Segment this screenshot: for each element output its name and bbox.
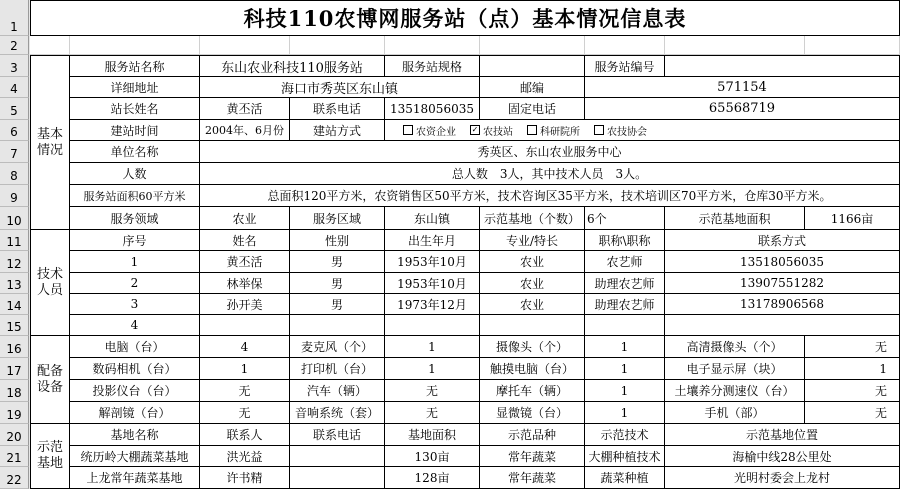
method-option-label: 科研院所 [540,126,580,138]
equip-value[interactable]: 无 [385,402,480,424]
tech-gender-cell[interactable]: 男 [290,251,385,273]
method-option[interactable] [403,123,456,138]
tech-contact-cell[interactable]: 13907551282 [665,273,900,294]
address-label[interactable]: 详细地址 [70,77,200,98]
equip-label[interactable]: 高清摄像头（个） [665,336,805,358]
row-header[interactable]: 9 [0,185,29,207]
section-basic-text: 基本情况 [36,126,63,158]
demo-count-value[interactable]: 6个 [585,207,665,230]
tech-contact-header[interactable]: 联系方式 [665,230,900,251]
phone-value[interactable]: 13518056035 [385,98,480,120]
blank-cell[interactable] [480,36,585,55]
spreadsheet [30,0,900,489]
field-value[interactable]: 农业 [200,207,290,230]
field-label[interactable]: 服务领域 [70,207,200,230]
blank-cell[interactable] [30,36,70,55]
demo-location-cell[interactable]: 海榆中线28公里处 [665,446,900,467]
equip-label[interactable]: 电子显示屏（块） [665,358,805,380]
tech-birth-cell[interactable]: 1973年12月 [385,294,480,315]
equip-value[interactable]: 无 [805,380,900,402]
equip-value[interactable]: 无 [200,380,290,402]
tech-seq-cell[interactable]: 2 [70,273,200,294]
region-value[interactable]: 东山镇 [385,207,480,230]
equip-label[interactable]: 土壤养分测速仪（台） [665,380,805,402]
station-number-label[interactable]: 服务站编号 [585,55,665,77]
equip-value[interactable]: 1 [385,336,480,358]
tech-contact-cell[interactable]: 13178906568 [665,294,900,315]
demo-contact-header[interactable]: 联系人 [200,424,290,446]
equip-value[interactable]: 4 [200,336,290,358]
tech-seq-cell[interactable]: 3 [70,294,200,315]
demo-variety-cell[interactable]: 常年蔬菜 [480,467,585,489]
equip-label[interactable]: 电脑（台） [70,336,200,358]
tech-name-cell[interactable]: 林举保 [200,273,290,294]
people-label[interactable]: 人数 [70,163,200,185]
tech-specialty-cell[interactable] [480,315,585,336]
equip-value[interactable]: 1 [805,358,900,380]
row-header[interactable]: 17 [0,358,29,380]
method-option[interactable] [594,123,647,138]
tech-title-cell[interactable] [585,315,665,336]
phone-label[interactable]: 联系电话 [290,98,385,120]
row-header[interactable]: 8 [0,163,29,185]
tech-title-header[interactable]: 职称\职称 [585,230,665,251]
area-value[interactable]: 总面积120平方米，农资销售区50平方米，技术咨询区35平方米，技术培训区70平方米，仓库30平方米。 [200,185,900,207]
equip-value[interactable]: 无 [805,336,900,358]
row-header[interactable]: 7 [0,141,29,163]
demo-base-name-header[interactable]: 基地名称 [70,424,200,446]
equip-label[interactable]: 麦克风（个） [290,336,385,358]
sheet-title[interactable]: 科技110农博网服务站（点）基本情况信息表 [30,0,900,36]
demo-area-cell[interactable]: 128亩 [385,467,480,489]
tech-contact-cell[interactable] [665,315,900,336]
row-header[interactable]: 10 [0,207,29,230]
tech-birth-header[interactable]: 出生年月 [385,230,480,251]
demo-area-cell[interactable]: 130亩 [385,446,480,467]
equip-label[interactable]: 解剖镜（台） [70,402,200,424]
section-equip[interactable] [30,336,70,424]
equip-label[interactable]: 摩托车（辆） [480,380,585,402]
equip-value[interactable]: 无 [385,380,480,402]
built-label[interactable]: 建站时间 [70,120,200,141]
row-header[interactable]: 16 [0,336,29,358]
tech-title-cell[interactable]: 助理农艺师 [585,273,665,294]
equip-label[interactable]: 触摸电脑（台） [480,358,585,380]
section-tech[interactable] [30,230,70,336]
section-basic[interactable] [30,55,70,230]
row-header[interactable]: 2 [0,36,29,55]
fixed-phone-value[interactable]: 65568719 [585,98,900,120]
equip-label[interactable]: 手机（部） [665,402,805,424]
demo-phone-cell[interactable] [290,467,385,489]
equip-value[interactable]: 无 [805,402,900,424]
equip-value[interactable]: 1 [585,336,665,358]
checkbox-icon[interactable] [527,125,537,135]
row-header[interactable]: 5 [0,98,29,120]
equip-value[interactable]: 无 [200,402,290,424]
equip-value[interactable]: 1 [585,380,665,402]
equip-label[interactable]: 摄像头（个） [480,336,585,358]
tech-gender-cell[interactable]: 男 [290,294,385,315]
tech-seq-header[interactable]: 序号 [70,230,200,251]
station-name-label[interactable]: 服务站名称 [70,55,200,77]
tech-name-header[interactable]: 姓名 [200,230,290,251]
row-header[interactable]: 12 [0,251,29,273]
tech-birth-cell[interactable] [385,315,480,336]
demo-count-label[interactable]: 示范基地（个数） [480,207,585,230]
tech-contact-cell[interactable]: 13518056035 [665,251,900,273]
row-header[interactable]: 3 [0,55,29,77]
demo-area-label[interactable]: 示范基地面积 [665,207,805,230]
row-header[interactable]: 6 [0,120,29,141]
method-option-label: 农技协会 [607,126,647,138]
equip-label[interactable]: 显微镜（台） [480,402,585,424]
blank-cell[interactable] [385,36,480,55]
checkbox-icon[interactable] [403,125,413,135]
row-header[interactable]: 20 [0,424,29,446]
unit-label[interactable]: 单位名称 [70,141,200,163]
station-name-value[interactable]: 东山农业科技110服务站 [200,55,385,77]
blank-cell[interactable] [585,36,665,55]
method-label[interactable]: 建站方式 [290,120,385,141]
row-header[interactable]: 1 [0,0,29,36]
method-option-label: 农技站 [483,126,513,138]
tech-seq-cell[interactable]: 1 [70,251,200,273]
equip-label[interactable]: 投影仪台（台） [70,380,200,402]
tech-title-cell[interactable]: 助理农艺师 [585,294,665,315]
demo-base-name-cell[interactable]: 上龙常年蔬菜基地 [70,467,200,489]
section-tech-text: 技术人员 [36,266,63,298]
tech-birth-cell[interactable]: 1953年10月 [385,273,480,294]
fixed-phone-label[interactable]: 固定电话 [480,98,585,120]
tech-gender-header[interactable]: 性别 [290,230,385,251]
tech-title-cell[interactable]: 农艺师 [585,251,665,273]
demo-contact-cell[interactable]: 许书精 [200,467,290,489]
demo-technique-cell[interactable]: 大棚种植技术 [585,446,665,467]
row-header[interactable]: 13 [0,273,29,294]
blank-cell[interactable] [70,36,200,55]
method-option[interactable] [527,123,580,138]
tech-birth-cell[interactable]: 1953年10月 [385,251,480,273]
tech-specialty-cell[interactable]: 农业 [480,294,585,315]
head-value[interactable]: 黄丕活 [200,98,290,120]
people-value[interactable]: 总人数 3人，其中技术人员 3人。 [200,163,900,185]
row-header[interactable]: 18 [0,380,29,402]
row-header[interactable]: 22 [0,467,29,489]
station-number-value[interactable] [665,55,900,77]
demo-phone-header[interactable]: 联系电话 [290,424,385,446]
tech-name-cell[interactable]: 孙开美 [200,294,290,315]
equip-value[interactable]: 1 [585,402,665,424]
head-label[interactable]: 站长姓名 [70,98,200,120]
postcode-value[interactable]: 571154 [585,77,900,98]
method-option-label: 农资企业 [416,126,456,138]
row-number-column [0,0,30,489]
demo-variety-cell[interactable]: 常年蔬菜 [480,446,585,467]
section-demo-text: 示范基地 [36,440,63,471]
tech-name-cell[interactable] [200,315,290,336]
method-options[interactable] [385,120,900,141]
row-header[interactable]: 15 [0,315,29,336]
row-header[interactable]: 4 [0,77,29,98]
row-header[interactable]: 14 [0,294,29,315]
row-header[interactable]: 21 [0,446,29,467]
demo-technique-header[interactable]: 示范技术 [585,424,665,446]
tech-specialty-cell[interactable]: 农业 [480,251,585,273]
equip-label[interactable]: 音响系统（套） [290,402,385,424]
equip-label[interactable]: 打印机（台） [290,358,385,380]
equip-value[interactable]: 1 [200,358,290,380]
method-option[interactable] [470,123,513,138]
section-demo[interactable] [30,424,70,489]
tech-specialty-cell[interactable]: 农业 [480,273,585,294]
demo-base-name-cell[interactable]: 统历岭大棚蔬菜基地 [70,446,200,467]
demo-area-header[interactable]: 基地面积 [385,424,480,446]
address-value[interactable]: 海口市秀英区东山镇 [200,77,480,98]
row-header[interactable]: 19 [0,402,29,424]
demo-technique-cell[interactable]: 蔬菜种植 [585,467,665,489]
checkbox-icon[interactable] [594,125,604,135]
demo-variety-header[interactable]: 示范品种 [480,424,585,446]
blank-cell[interactable] [805,36,900,55]
equip-label[interactable]: 汽车（辆） [290,380,385,402]
demo-contact-cell[interactable]: 洪光益 [200,446,290,467]
tech-gender-cell[interactable] [290,315,385,336]
tech-gender-cell[interactable]: 男 [290,273,385,294]
station-spec-value[interactable] [480,55,585,77]
built-value[interactable]: 2004年、6月份 [200,120,290,141]
equip-label[interactable]: 数码相机（台） [70,358,200,380]
equip-value[interactable]: 1 [585,358,665,380]
blank-cell[interactable] [200,36,290,55]
demo-area-value[interactable]: 1166亩 [805,207,900,230]
tech-specialty-header[interactable]: 专业/特长 [480,230,585,251]
demo-phone-cell[interactable] [290,446,385,467]
equip-value[interactable]: 1 [385,358,480,380]
postcode-label[interactable]: 邮编 [480,77,585,98]
section-equip-text: 配备设备 [36,363,63,395]
station-spec-label[interactable]: 服务站规格 [385,55,480,77]
blank-cell[interactable] [290,36,385,55]
row-header[interactable]: 11 [0,230,29,251]
tech-seq-cell[interactable]: 4 [70,315,200,336]
area-label[interactable]: 服务站面积60平方米 [70,185,200,207]
unit-value[interactable]: 秀英区、东山农业服务中心 [200,141,900,163]
tech-name-cell[interactable]: 黄丕活 [200,251,290,273]
demo-location-cell[interactable]: 光明村委会上龙村 [665,467,900,489]
checkbox-icon[interactable]: ✓ [471,125,479,134]
demo-location-header[interactable]: 示范基地位置 [665,424,900,446]
region-label[interactable]: 服务区域 [290,207,385,230]
blank-cell[interactable] [665,36,805,55]
